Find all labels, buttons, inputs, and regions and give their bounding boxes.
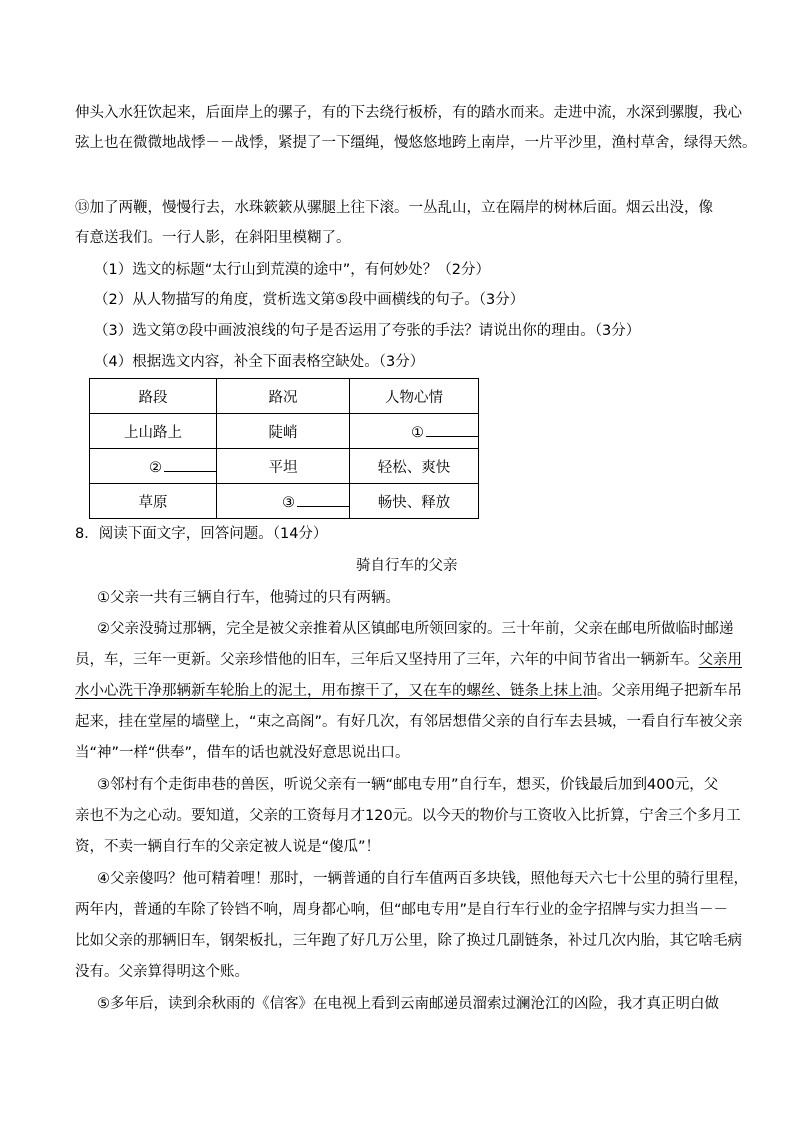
table-cell-blank[interactable]: ① [350,414,479,449]
paragraph-3-line: 亲也不为之心动。要知道，父亲的工资每月才120元。以今天的物价与工资收入比折算，宁舍三个多月工 [75,808,741,824]
question-2: （2）从人物描写的角度，赏析选文第⑤段中画横线的句子。（3分） [94,292,525,308]
answer-blank[interactable] [297,492,349,507]
answer-blank[interactable] [164,457,216,472]
paragraph-2-line: ②父亲没骑过那辆，完全是被父亲推着从区镇邮电所领回家的。三十年前，父亲在邮电所做临时邮递 [97,621,734,637]
table-header: 路段 [90,379,217,414]
table-header: 人物心情 [350,379,479,414]
underlined-sentence: 水小心洗干净那辆新车轮胎上的泥土，用布擦干了，又在车的螺丝、链条上抹上油 [75,683,597,699]
text-line: 伸头入水狂饮起来，后面岸上的骡子，有的下去绕行板桥，有的踏水而来。走进中流，水深到骡腹，我心 [75,105,742,121]
paragraph-2-line: 当“神”一样“供奉”，借车的话也就没好意思说出口。 [75,745,410,761]
table-cell-blank[interactable]: ② [90,449,217,484]
paragraph-1: ①父亲一共有三辆自行车，他骑过的只有两辆。 [97,590,400,606]
paragraph-4-line: ④父亲傻吗？他可精着哩！那时，一辆普通的自行车值两百多块钱，照他每天六七十公里的骑行里程， [97,871,748,887]
question-4: （4）根据选文内容，补全下面表格空缺处。（3分） [94,354,425,370]
text-line: 弦上也在微微地战悸－－战悸，紧提了一下缰绳，慢悠悠地跨上南岸，一片平沙里，渔村草舍，绿得天然。 [75,135,757,151]
table-cell: 畅快、释放 [350,484,479,519]
table-row [90,414,479,449]
table-row [90,449,479,484]
table-header-row [90,379,479,414]
table-cell: 上山路上 [90,414,217,449]
paragraph-2-line: 起来，挂在堂屋的墙壁上，“束之高阁”。有好几次，有邻居想借父亲的自行车去县城，一看自行车被父亲 [75,714,743,730]
question-8-instruction: 8．阅读下面文字，回答问题。（14分） [75,526,328,542]
paragraph-5-line: ⑤多年后，读到余秋雨的《信客》在电视上看到云南邮递员溜索过澜沧江的凶险，我才真正明白做 [97,996,719,1012]
paragraph-3-line: 资，不卖一辆自行车的父亲定被人说是“傻瓜”！ [75,839,381,855]
underlined-sentence: 父亲用 [698,652,742,668]
table-row [90,484,479,519]
answer-blank[interactable] [426,422,478,437]
table-cell: 陡峭 [217,414,350,449]
table-cell: 草原 [90,484,217,519]
question-1: （1）选文的标题“太行山到荒漠的途中”，有何妙处？（2分） [94,262,490,278]
paragraph-2-line: 员，车，三年一更新。父亲珍惜他的旧车，三年后又坚持用了三年，六年的中间节省出一辆新车。父亲用 [75,652,742,668]
paragraph-3-line: ③邻村有个走街串巷的兽医，听说父亲有一辆“邮电专用”自行车，想买，价钱最后加到400元，父 [97,777,719,793]
text-line: ⑬加了两鞭，慢慢行去，水珠簌簌从骡腿上往下滚。一丛乱山，立在隔岸的树林后面。烟云出没，像 [75,200,713,216]
table-header: 路况 [217,379,350,414]
paragraph-4-line: 比如父亲的那辆旧车，钢架板扎，三年跑了好几万公里，除了换过几副链条，补过几次内胎，其它啥毛病 [75,933,742,949]
question-3: （3）选文第⑦段中画波浪线的句子是否运用了夸张的手法？请说出你的理由。（3分） [94,323,641,339]
text-line: 有意送我们。一行人影，在斜阳里模糊了。 [75,230,351,246]
paragraph-4-line: 没有。父亲算得明这个账。 [75,964,249,980]
paragraph-2-line: 水小心洗干净那辆新车轮胎上的泥土，用布擦干了，又在车的螺丝、链条上抹上油。父亲用绳子把新车吊 [75,683,742,699]
article-title: 骑自行车的父亲 [356,558,458,574]
table-cell: 平坦 [217,449,350,484]
table-cell-blank[interactable]: ③ [217,484,350,519]
paragraph-4-line: 两年内，普通的车除了铃铛不响，周身都心响，但“邮电专用”是自行车行业的金字招牌与实力担当－－ [75,902,729,918]
table-cell: 轻松、爽快 [350,449,479,484]
answer-table [89,378,479,519]
